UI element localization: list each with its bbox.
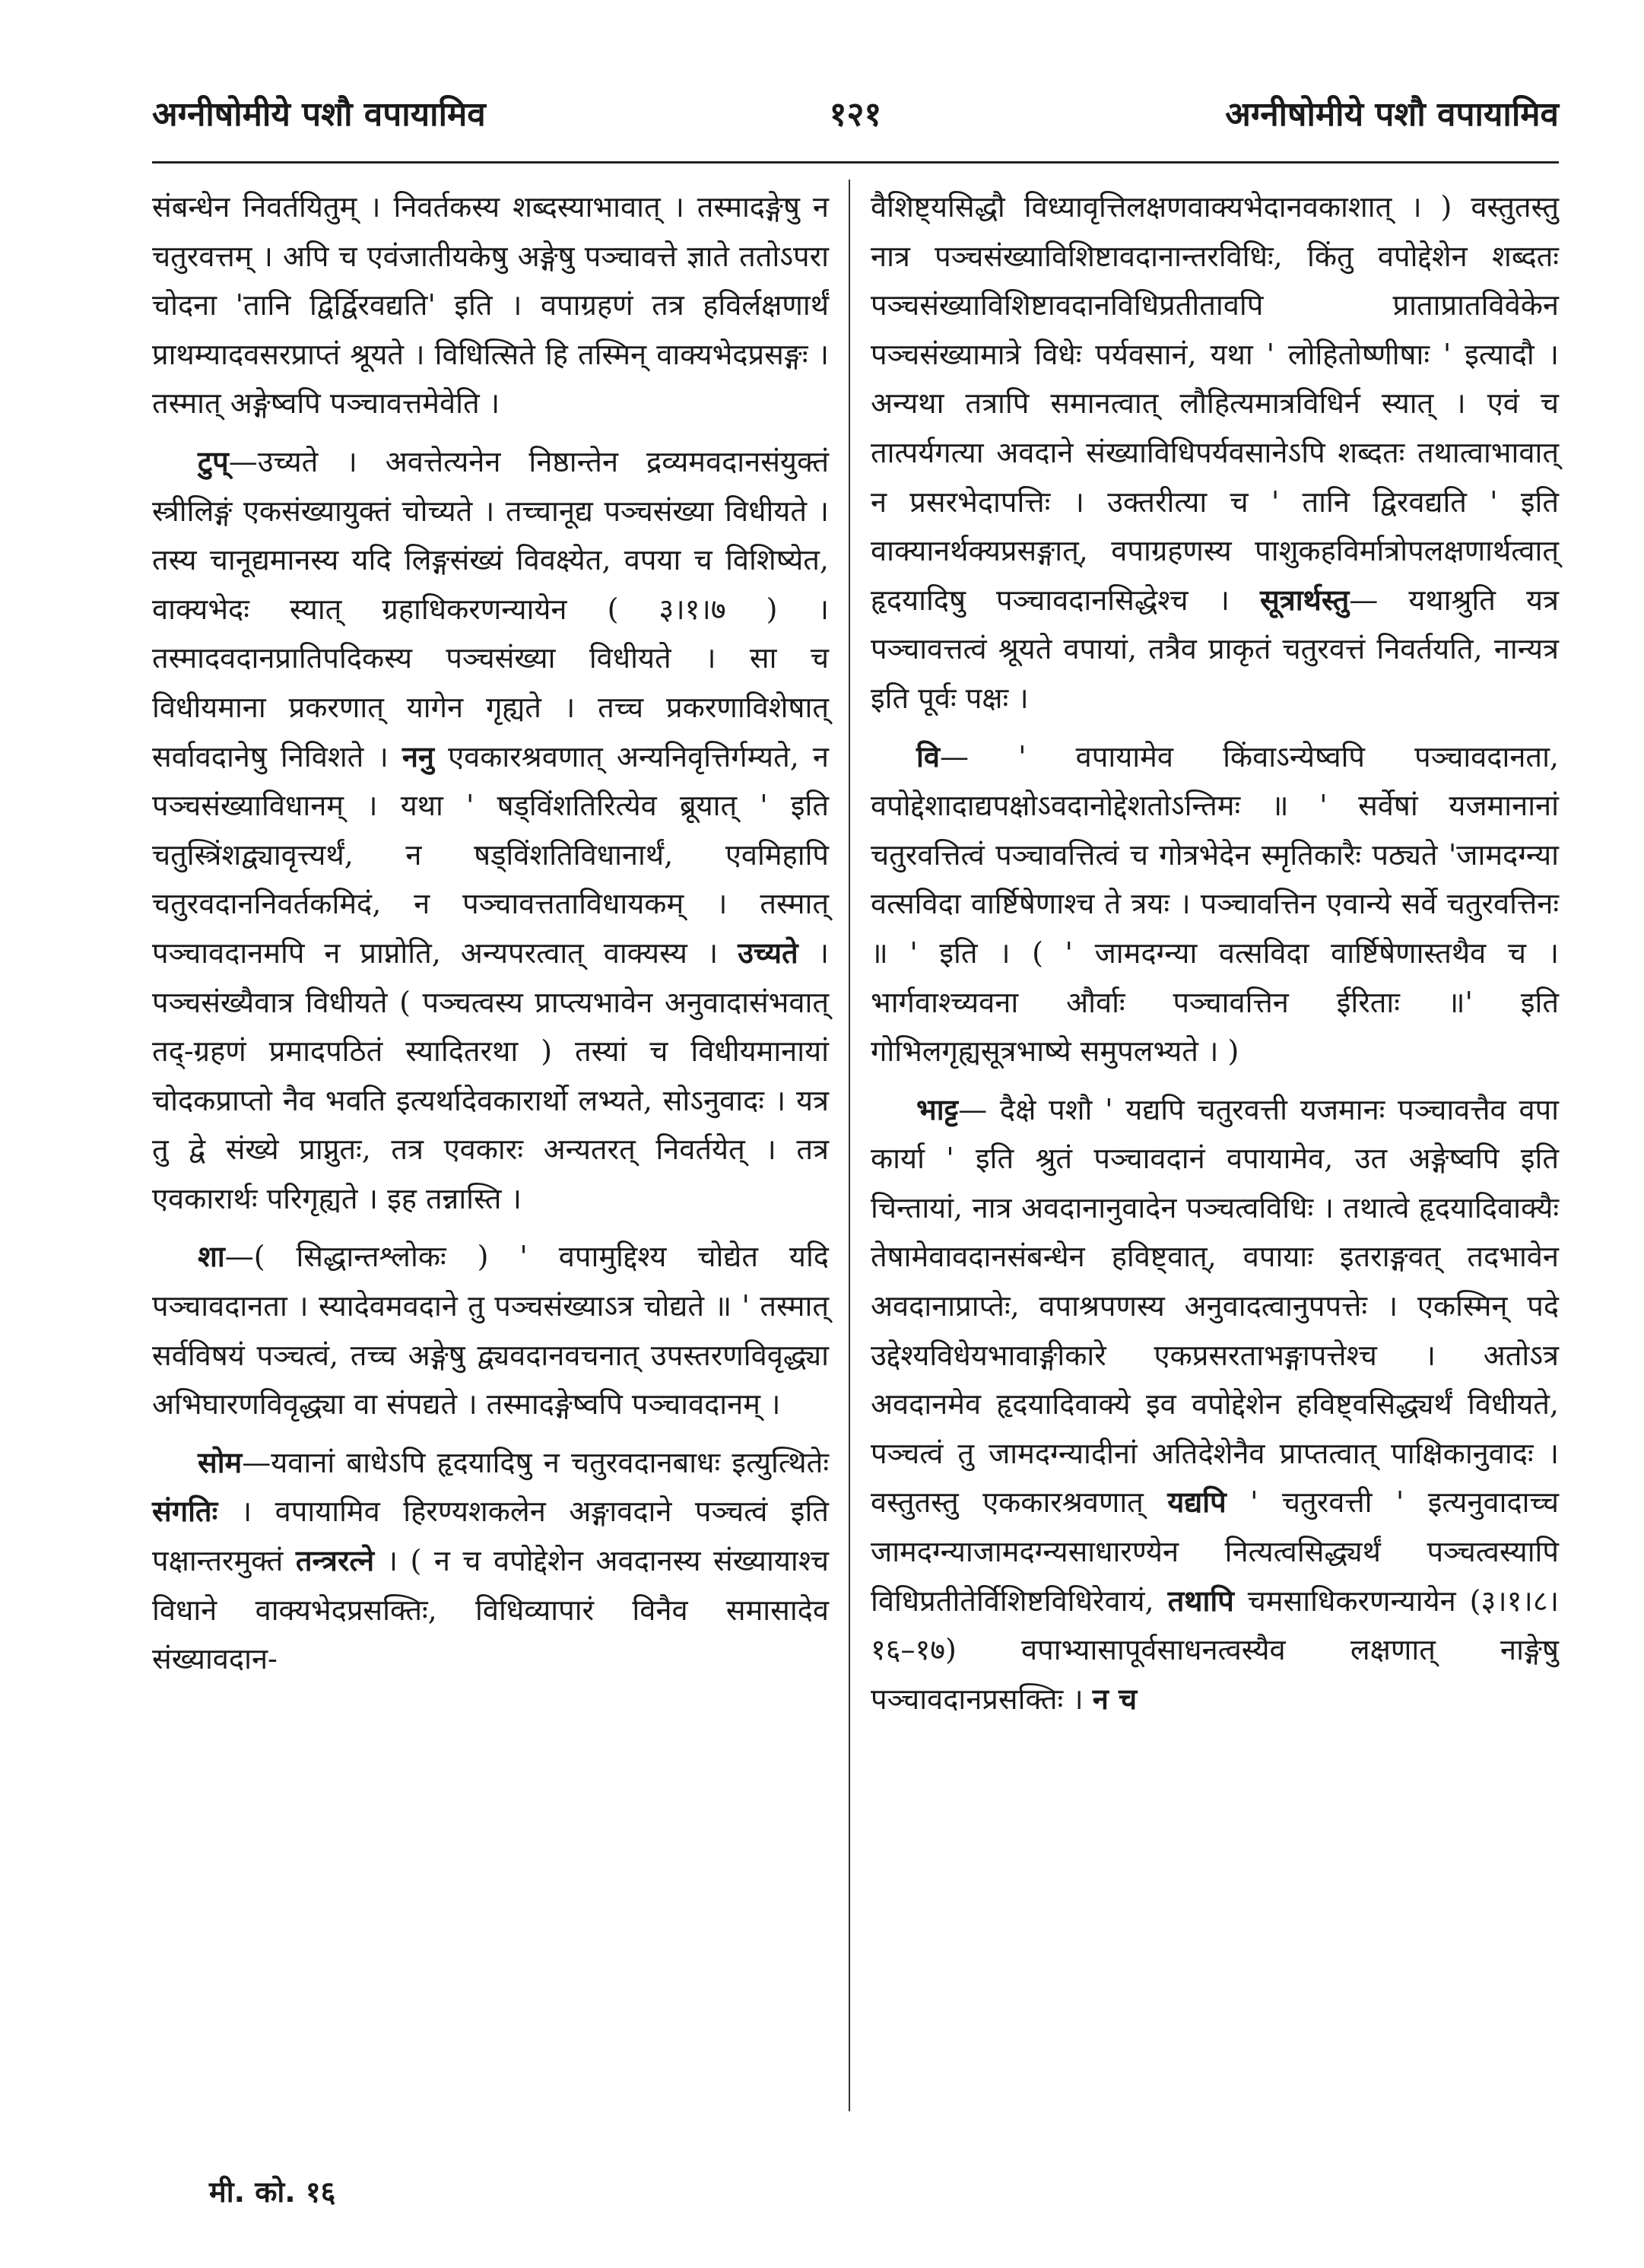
tup-text-a: —उच्यते । अवत्तेत्यनेन निष्ठान्तेन द्रव्यमवदानसंयुक्तं स्त्रीलिङ्गं एकसंख्यायुक्तं चोच्यते । तच्चानूद्य पञ्चसंख्या विधीयते । तस्य चानूद्यमानस्य यदि लिङ्गसंख्यं विवक्ष्येत, वपया च विशिष्येत, वाक्यभेदः स्यात् ग्रहाधिकरणन्यायेन ( ३।१।७ ) । तस्मादवदानप्रातिपदिकस्य पञ्चसंख्या विधीयते । सा च विधीयमाना प्रकरणात् यागेन गृह्यते । तच्च प्रकरणाविशेषात् सर्वावदानेषु निविशते । xyxy=(152,444,829,773)
keyword-yadyapi: यद्यपि xyxy=(1167,1485,1227,1520)
keyword-ucyate: उच्यते xyxy=(738,935,798,970)
label-tup: टुप् xyxy=(198,444,229,478)
soma-text-a: —यवानां बाधेऽपि हृदयादिषु न चतुरवदानबाधः इत्युत्थितेः xyxy=(242,1445,829,1479)
right-text-1: वैशिष्ट्यसिद्धौ विध्यावृत्तिलक्षणवाक्यभेदानवकाशात् । ) वस्तुतस्तु नात्र पञ्चसंख्याविशिष्टावदानान्तरविधिः, किंतु वपोद्देशेन शब्दतः पञ्चसंख्याविशिष्टावदानविधिप्रतीतावपि प्राताप्रातविवेकेन पञ्चसंख्यामात्रे विधेः पर्यवसानं, यथा ' लोहितोष्णीषाः ' इत्यादौ । अन्यथा तत्रापि समानत्वात् लौहित्यमात्रविधिर्न स्यात् । एवं च तात्पर्यगत्या अवदाने संख्याविधिपर्यवसानेऽपि शब्दतः तथात्वाभावात् न प्रसरभेदापत्तिः । उक्तरीत्या च ' तानि द्विरवद्यति ' इति वाक्यानर्थक्यप्रसङ्गात्, वपाग्रहणस्य पाशुकहविर्मात्रोपलक्षणार्थत्वात् हृदयादिषु पञ्चावदानसिद्धेश्च । xyxy=(871,190,1559,617)
label-sha: शा xyxy=(198,1240,225,1274)
running-header xyxy=(152,84,1559,145)
right-text-1b: — यथाश्रुति यत्र पञ्चावत्तत्वं श्रूयते वपायां, तत्रैव प्राकृतं चतुरवत्तं निवर्तयति, नान्यत्र इति पूर्वः पक्षः । xyxy=(871,583,1559,715)
keyword-na-ca: न च xyxy=(1092,1682,1138,1716)
bhatta-text-a: — दैक्षे पशौ ' यद्यपि चतुरवत्ती यजमानः पञ्चावत्तैव वपा कार्या ' इति श्रुतं पञ्चावदानं वपायामेव, उत अङ्गेष्वपि इति चिन्तायां, नात्र अवदानानुवादेन पञ्चत्वविधिः । तथात्वे हृदयादिवाक्यैः तेषामेवावदानसंबन्धेन हविष्ट्वात्, वपायाः इतराङ्गवत् तदभावेन अवदानाप्राप्तेः, वपाश्रपणस्य अनुवादत्वानुपपत्तेः । एकस्मिन् पदे उद्देश्यविधेयभावाङ्गीकारे एकप्रसरताभङ्गापत्तेश्च । अतोऽत्र अवदानमेव हृदयादिवाक्ये इव वपोद्देशेन हविष्ट्वसिद्ध्यर्थं विधीयते, पञ्चत्वं तु जामदग्न्यादीनां अतिदेशेनैव प्राप्तत्वात् पाक्षिकानुवादः । वस्तुतस्तु एककारश्रवणात् xyxy=(871,1092,1559,1520)
right-paragraph-bhatta xyxy=(871,1085,1559,1724)
keyword-tantraratne: तन्त्ररत्ने xyxy=(295,1544,375,1578)
label-vi: वि xyxy=(916,739,940,773)
header-rule xyxy=(152,161,1559,164)
right-column xyxy=(871,183,1559,1733)
keyword-nanu: ननु xyxy=(401,739,435,773)
vi-text: — ' वपायामेव किंवाऽन्येष्वपि पञ्चावदानता, वपोद्देशादाद्यपक्षोऽवदानोद्देशतोऽन्तिमः ॥ ' सर्वेषां यजमानानां चतुरवत्तित्वं पञ्चावत्तित्वं च गोत्रभेदेन स्मृतिकारैः पठ्यते 'जामदग्न्या वत्सविदा वार्ष्टिषेणाश्च ते त्रयः । पञ्चावत्तिन एवान्ये सर्वे चतुरवत्तिनः ॥ ' इति । ( ' जामदग्न्या वत्सविदा वार्ष्टिषेणास्तथैव च । भार्गवाश्च्यवना और्वाः पञ्चावत्तिन ईरिताः ॥' इति गोभिलगृह्यसूत्रभाष्ये समुपलभ्यते । ) xyxy=(871,739,1559,1069)
label-soma: सोम xyxy=(198,1445,243,1479)
left-paragraph-soma xyxy=(152,1438,829,1684)
keyword-tathapi: तथापि xyxy=(1167,1583,1234,1618)
left-paragraph-tup xyxy=(152,437,829,1224)
bhatta-text-c: चमसाधिकरणन्यायेन (३।१।८।१६–१७) वपाभ्यासापूर्वसाधनत्वस्यैव लक्षणात् नाङ्गेषु पञ्चावदानप्रसक्तिः । xyxy=(871,1583,1559,1716)
page-number: १२१ xyxy=(829,95,882,134)
sha-text: —( सिद्धान्तश्लोकः ) ' वपामुद्दिश्य चोद्येत यदि पञ्चावदानता । स्यादेवमवदाने तु पञ्चसंख्याऽत्र चोद्यते ॥ ' तस्मात् सर्वविषयं पञ्चत्वं, तच्च अङ्गेषु द्व्यवदानवचनात् उपस्तरणविवृद्ध्या अभिघारणविवृद्ध्या वा संपद्यते । तस्मादङ्गेष्वपि पञ्चावदानम् । xyxy=(152,1240,829,1421)
tup-text-b: एवकारश्रवणात् अन्यनिवृत्तिर्गम्यते, न पञ्चसंख्याविधानम् । यथा ' षड्विंशतिरित्येव ब्रूयात् ' इति चतुस्त्रिंशद्व्यावृत्त्यर्थं, न षड्विंशतिविधानार्थं, एवमिहापि चतुरवदाननिवर्तकमिदं, न पञ्चावत्तताविधायकम् । तस्मात् पञ्चावदानमपि न प्राप्नोति, अन्यपरत्वात् वाक्यस्य । xyxy=(152,739,829,970)
bhatta-text-b: ' चतुरवत्ती ' इत्यनुवादाच्च जामदग्न्याजामदग्न्यसाधारण्येन नित्यत्वसिद्ध्यर्थं पञ्चत्वस्यापि विधिप्रतीतेर्विशिष्टविधिरेवायं, xyxy=(871,1485,1559,1618)
right-paragraph-vi xyxy=(871,732,1559,1076)
left-paragraph-sha xyxy=(152,1232,829,1428)
signature-mark: मी. को. १६ xyxy=(209,2175,336,2209)
tup-text-c: । पञ्चसंख्यैवात्र विधीयते ( पञ्चत्वस्य प्राप्त्यभावेन अनुवादासंभवात् तद्-ग्रहणं प्रमादपठितं स्यादितरथा ) तस्यां च विधीयमानायां चोदकप्राप्तो नैव भवति इत्यर्थादेवकारार्थो लभ्यते, सोऽनुवादः । यत्र तु द्वे संख्ये प्राप्नुतः, तत्र एवकारः अन्यतरत् निवर्तयेत् । तत्र एवकारार्थः परिगृह्यते । इह तन्नास्ति । xyxy=(152,935,829,1215)
keyword-sangati: संगतिः xyxy=(152,1495,218,1529)
header-right-title: अग्नीषोमीये पशौ वपायामिव xyxy=(1225,95,1559,134)
column-divider xyxy=(849,179,850,2111)
keyword-sutrarthastu: सूत्रार्थस्तु xyxy=(1260,583,1350,617)
label-bhatta: भाट्ट xyxy=(916,1092,959,1126)
left-paragraph-1: संबन्धेन निवर्तयितुम् । निवर्तकस्य शब्दस्याभावात् । तस्मादङ्गेषु न चतुरवत्तम् । अपि च एवंजातीयकेषु अङ्गेषु पञ्चावत्ते ज्ञाते ततोऽपरा चोदना 'तानि द्विर्द्विरवद्यति' इति । वपाग्रहणं तत्र हविर्लक्षणार्थं प्राथम्यादवसरप्राप्तं श्रूयते । विधित्सिते हि तस्मिन् वाक्यभेदप्रसङ्गः । तस्मात् अङ्गेष्वपि पञ्चावत्तमेवेति । xyxy=(152,190,829,421)
soma-text-c: । ( न च वपोद्देशेन अवदानस्य संख्यायाश्च विधाने वाक्यभेदप्रसक्तिः, विधिव्यापारं विनैव समासादेव संख्यावदान- xyxy=(152,1544,829,1676)
left-column xyxy=(152,183,829,1693)
soma-text-b: । वपायामिव हिरण्यशकलेन अङ्गावदाने पञ्चत्वं इति पक्षान्तरमुक्तं xyxy=(152,1495,829,1578)
right-paragraph-1 xyxy=(871,183,1559,723)
header-left-title: अग्नीषोमीये पशौ वपायामिव xyxy=(152,95,486,134)
